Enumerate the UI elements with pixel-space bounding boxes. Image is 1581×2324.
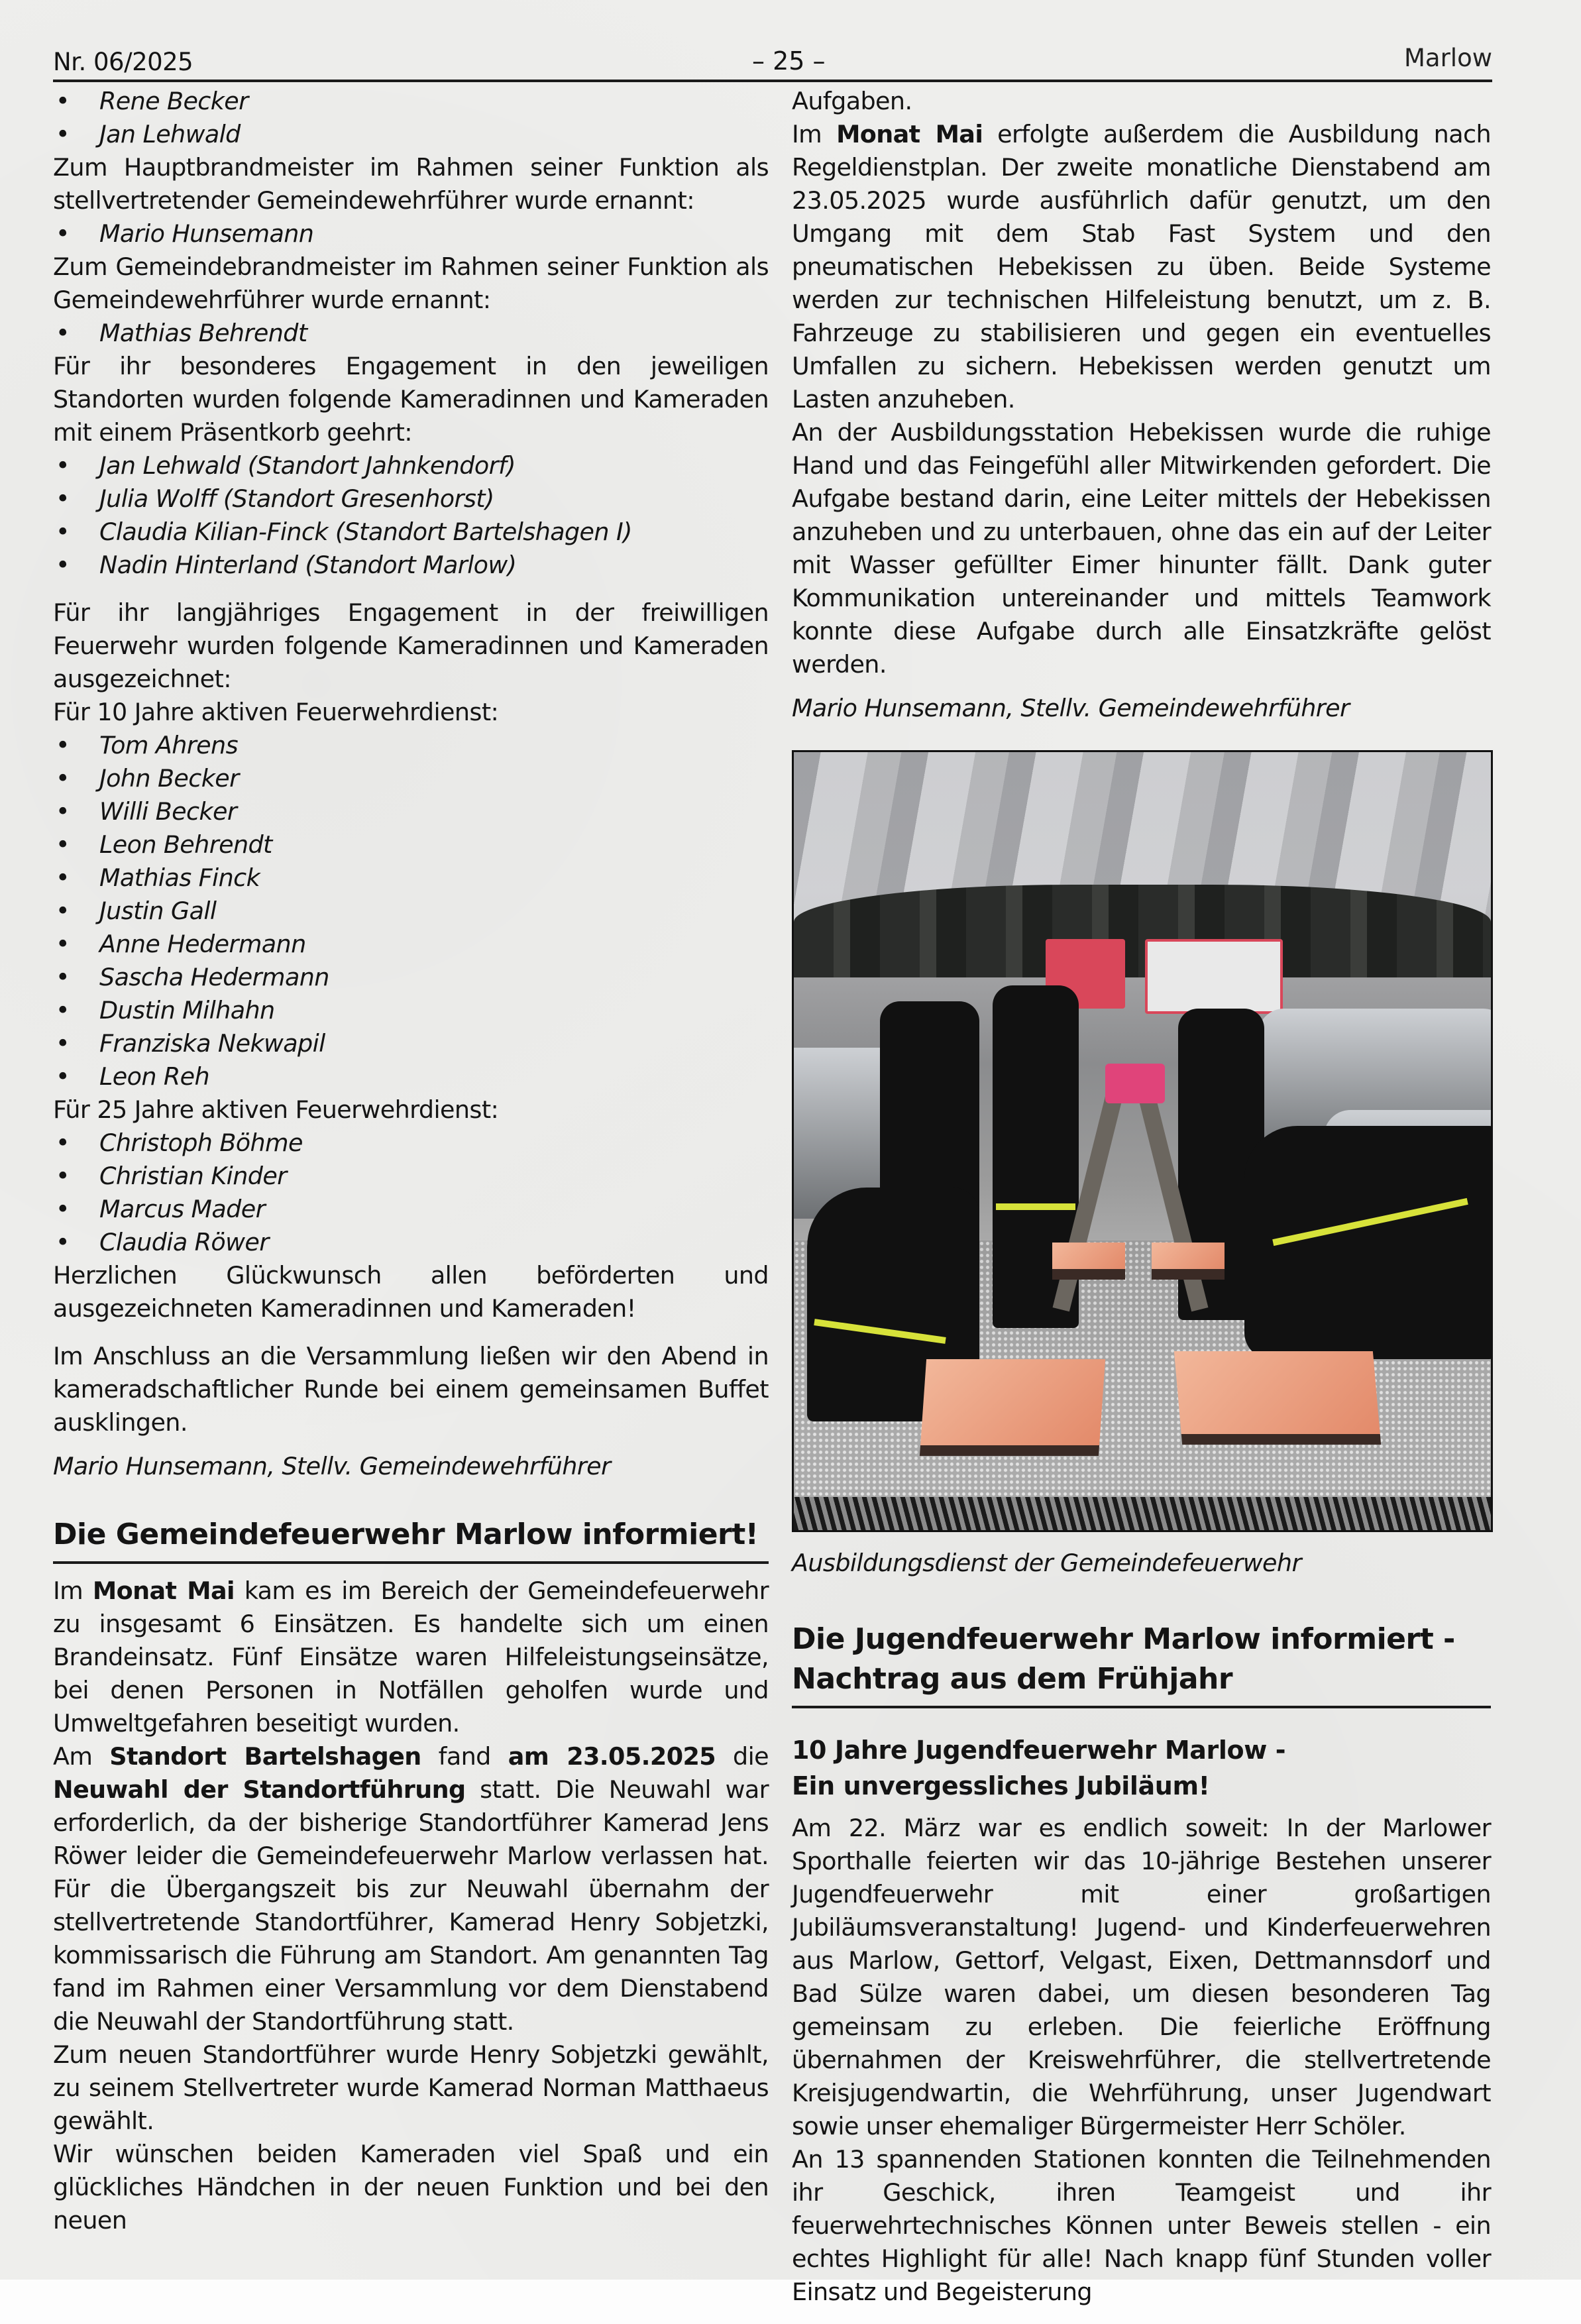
bullet-icon: • <box>56 1029 70 1058</box>
bullet-icon: • <box>56 551 70 579</box>
person-name: Mario Hunsemann <box>99 219 314 248</box>
paragraph-langjaehrig: Für ihr langjähriges Engagement in der freiwilligen Feuerwehr wurden folgende Kameradinnen und Kameraden ausgezeichnet: <box>53 598 769 693</box>
bullet-icon: • <box>56 1062 70 1091</box>
person-name: Justin Gall <box>99 897 217 925</box>
paragraph-gemeindebrandmeister: Zum Gemeindebrandmeister im Rahmen seiner Funktion als Gemeindewehrführer wurde ernannt: <box>53 252 769 314</box>
person-name: Dustin Milhahn <box>99 996 275 1024</box>
bullet-icon: • <box>56 451 70 480</box>
paragraph-ausbildung: Im Monat Mai erfolgte außerdem die Ausbildung nach Regeldienstplan. Der zweite monatliche Dienstabend am 23.05.2025 wurde ausführlich dafür genutzt, um den Umgang mit dem Stab Fast System und den pneumatischen Hebekissen zu üben. Beide Systeme werden zur technischen Hilfeleistung benutzt, um z. B. Fahrzeuge zu stabilisieren und gegen ein eventuelles Umfallen zu sichern. Hebekissen werden genutzt um Lasten anzuheben. <box>792 120 1491 414</box>
paragraph-aufgaben: Aufgaben. <box>792 87 912 115</box>
bullet-icon: • <box>56 87 70 115</box>
person-name: Leon Reh <box>99 1062 210 1091</box>
list-item <box>53 449 769 482</box>
photo-bucket <box>1105 1064 1165 1103</box>
bullet-icon: • <box>56 797 70 826</box>
section-title-jugendfeuerwehr: Die Jugendfeuerwehr Marlow informiert - Nachtrag aus dem Frühjahr <box>792 1620 1491 1708</box>
list-item <box>53 994 769 1027</box>
bullet-icon: • <box>56 219 70 248</box>
left-column <box>53 85 769 2237</box>
person-name: Rene Becker <box>99 87 248 115</box>
paragraph-stationen: An 13 spannenden Stationen konnten die Teilnehmenden ihr Geschick, ihren Teamgeist und ihr feuerwehrtechnisches Können unter Beweis stellen - ein echtes Highlight für alle! Nach knapp fünf Stunden voller Einsatz und Begeisterung <box>792 2145 1491 2306</box>
bullet-icon: • <box>56 930 70 958</box>
bullet-icon: • <box>56 518 70 546</box>
list-item <box>53 861 769 895</box>
list-item <box>53 961 769 994</box>
praesentkorb-list <box>53 449 769 582</box>
bullet-icon: • <box>56 484 70 513</box>
person-name: Mathias Finck <box>99 863 260 892</box>
paragraph-station: An der Ausbildungsstation Hebekissen wurde die ruhige Hand und das Feingefühl aller Mitwirkenden gefordert. Die Aufgabe bestand darin, eine Leiter mittels der Hebekissen anzuheben und zu unterbauen, ohne das ein auf der Leiter mit Wasser gefüllter Eimer hinunter fällt. Dank guter Kommunikation untereinander und mittels Teamwork konnte diese Aufgabe durch alle Einsatzkräfte gelöst werden. <box>792 418 1491 679</box>
town-name: Marlow <box>1404 44 1492 72</box>
list-item <box>53 1226 769 1259</box>
page-number: – 25 – <box>752 46 826 76</box>
list-item <box>53 1160 769 1193</box>
person-name: Sascha Hedermann <box>99 963 329 991</box>
person-name: John Becker <box>99 764 239 793</box>
section-title-gemeindefeuerwehr: Die Gemeindefeuerwehr Marlow informiert! <box>53 1515 769 1564</box>
bullet-icon: • <box>56 1195 70 1223</box>
list-item <box>53 1060 769 1093</box>
bullet-icon: • <box>56 1228 70 1256</box>
right-column <box>792 85 1491 2309</box>
gemeindebrandmeister-list <box>53 317 769 350</box>
list-item <box>53 317 769 350</box>
paragraph-glueckwunsch: Herzlichen Glückwunsch allen beförderten und ausgezeichneten Kameradinnen und Kameraden! <box>53 1261 769 1323</box>
reflective-stripe <box>996 1203 1075 1210</box>
hauptbrandmeister-list <box>53 217 769 250</box>
list-item <box>53 729 769 762</box>
list-item <box>53 217 769 250</box>
photo-trees <box>794 885 1491 978</box>
ten-years-list <box>53 729 769 1093</box>
list-item <box>53 1127 769 1160</box>
bullet-icon: • <box>56 764 70 793</box>
person-name: Leon Behrendt <box>99 830 272 859</box>
photo-lifting-board <box>1052 1243 1125 1280</box>
heading-10-jahre: Für 10 Jahre aktiven Feuerwehrdienst: <box>53 698 499 726</box>
bullet-icon: • <box>56 120 70 148</box>
photo-lifting-board <box>1152 1243 1225 1280</box>
header-rule <box>53 80 1492 82</box>
list-item <box>53 895 769 928</box>
list-item <box>53 762 769 795</box>
paragraph-jubilaeum: Am 22. März war es endlich soweit: In der Marlower Sporthalle feierten wir das 10-jährige Bestehen unserer Jugendfeuerwehr mit einer großartigen Jubiläumsveranstaltung! Jugend- und Kinderfeuerwehren aus Marlow, Gettorf, Velgast, Eixen, Dettmannsdorf und Bad Sülze waren dabei, um diesen besonderen Tag gemeinsam zu erleben. Die feierliche Eröffnung übernahmen der Kreiswehrführer, die stellvertretende Kreisjugendwartin, die Wehrführung, unser Jugendwart sowie unser ehemaliger Bürgermeister Herr Schöler. <box>792 1814 1491 2140</box>
paragraph-hauptbrandmeister: Zum Hauptbrandmeister im Rahmen seiner Funktion als stellvertretender Gemeindewehrführer wurde ernannt: <box>53 153 769 215</box>
paragraph-einsaetze: Im Monat Mai kam es im Bereich der Gemeindefeuerwehr zu insgesamt 6 Einsätzen. Es handelte sich um einen Brandeinsatz. Fünf Einsätze waren Hilfeleistungseinsätze, bei denen Personen in Notfällen geholfen wurde und Umweltgefahren beseitigt wurden. <box>53 1577 769 1738</box>
list-item <box>53 118 769 151</box>
subheading-jubilaeum: 10 Jahre Jugendfeuerwehr Marlow - Ein unvergessliches Jubiläum! <box>792 1736 1286 1800</box>
list-item <box>53 795 769 828</box>
list-item <box>53 928 769 961</box>
paragraph-praesentkorb: Für ihr besonderes Engagement in den jeweiligen Standorten wurden folgende Kameradinnen und Kameraden mit einem Präsentkorb geehrt: <box>53 352 769 447</box>
photo-fire-truck <box>1145 939 1283 1015</box>
paragraph-gewaehlt: Zum neuen Standortführer wurde Henry Sobjetzki gewählt, zu seinem Stellvertreter wurde Kamerad Norman Matthaeus gewählt. <box>53 2040 769 2135</box>
photo-lifting-board <box>1174 1351 1381 1445</box>
bullet-icon: • <box>56 830 70 859</box>
paragraph-neuwahl: Am Standort Bartelshagen fand am 23.05.2025 die Neuwahl der Standortführung statt. Die Neuwahl war erforderlich, da der bisherige Standortführer Kamerad Jens Röwer leider die Gemeindefeuerwehr Marlow verlassen hat. Für die Übergangszeit bis zur Neuwahl übernahm der stellvertretende Standortführer, Kamerad Henry Sobjetzki, kommissarisch die Führung am Standort. Am genannten Tag fand im Rahmen einer Versammlung vor dem Dienstabend die Neuwahl der Standortführung statt. <box>53 1742 769 2036</box>
bullet-icon: • <box>56 897 70 925</box>
bullet-icon: • <box>56 1162 70 1190</box>
list-item <box>53 482 769 516</box>
bullet-icon: • <box>56 1129 70 1157</box>
person-name: Jan Lehwald <box>99 120 241 148</box>
person-name: Claudia Röwer <box>99 1228 269 1256</box>
person-name: Willi Becker <box>99 797 237 826</box>
bullet-icon: • <box>56 963 70 991</box>
person-name: Franziska Nekwapil <box>99 1029 325 1058</box>
issue-number: Nr. 06/2025 <box>53 48 193 76</box>
list-item <box>53 1193 769 1226</box>
signature: Mario Hunsemann, Stellv. Gemeindewehrführer <box>53 1452 611 1480</box>
twenty-five-years-list <box>53 1127 769 1259</box>
person-name: Nadin Hinterland (Standort Marlow) <box>99 551 517 579</box>
photo-lifting-board <box>920 1359 1105 1456</box>
promoted-list-continued <box>53 85 769 151</box>
list-item <box>53 85 769 118</box>
bullet-icon: • <box>56 731 70 759</box>
bullet-icon: • <box>56 996 70 1024</box>
person-name: Claudia Kilian-Finck (Standort Bartelshagen I) <box>99 518 632 546</box>
person-name: Christian Kinder <box>99 1162 287 1190</box>
list-item <box>53 1027 769 1060</box>
heading-25-jahre: Für 25 Jahre aktiven Feuerwehrdienst: <box>53 1095 499 1124</box>
bullet-icon: • <box>56 863 70 892</box>
signature: Mario Hunsemann, Stellv. Gemeindewehrführer <box>792 694 1350 722</box>
list-item <box>53 828 769 861</box>
list-item <box>53 516 769 549</box>
person-name: Jan Lehwald (Standort Jahnkendorf) <box>99 451 516 480</box>
person-name: Marcus Mader <box>99 1195 265 1223</box>
person-name: Mathias Behrendt <box>99 319 307 347</box>
person-name: Tom Ahrens <box>99 731 238 759</box>
paragraph-wuensche: Wir wünschen beiden Kameraden viel Spaß und ein glückliches Händchen in der neuen Funktion und bei den neuen <box>53 2140 769 2235</box>
person-name: Christoph Böhme <box>99 1129 303 1157</box>
bullet-icon: • <box>56 319 70 347</box>
paragraph-anschluss: Im Anschluss an die Versammlung ließen wir den Abend in kameradschaftlicher Runde bei einem gemeinsamen Buffet ausklingen. <box>53 1342 769 1437</box>
person-name: Anne Hedermann <box>99 930 306 958</box>
photo-caption: Ausbildungsdienst der Gemeindefeuerwehr <box>792 1549 1301 1577</box>
training-photo <box>792 750 1493 1532</box>
photo-drain-grate <box>794 1497 1491 1530</box>
list-item <box>53 549 769 582</box>
page-header <box>53 44 1492 81</box>
person-name: Julia Wolff (Standort Gresenhorst) <box>99 484 494 513</box>
